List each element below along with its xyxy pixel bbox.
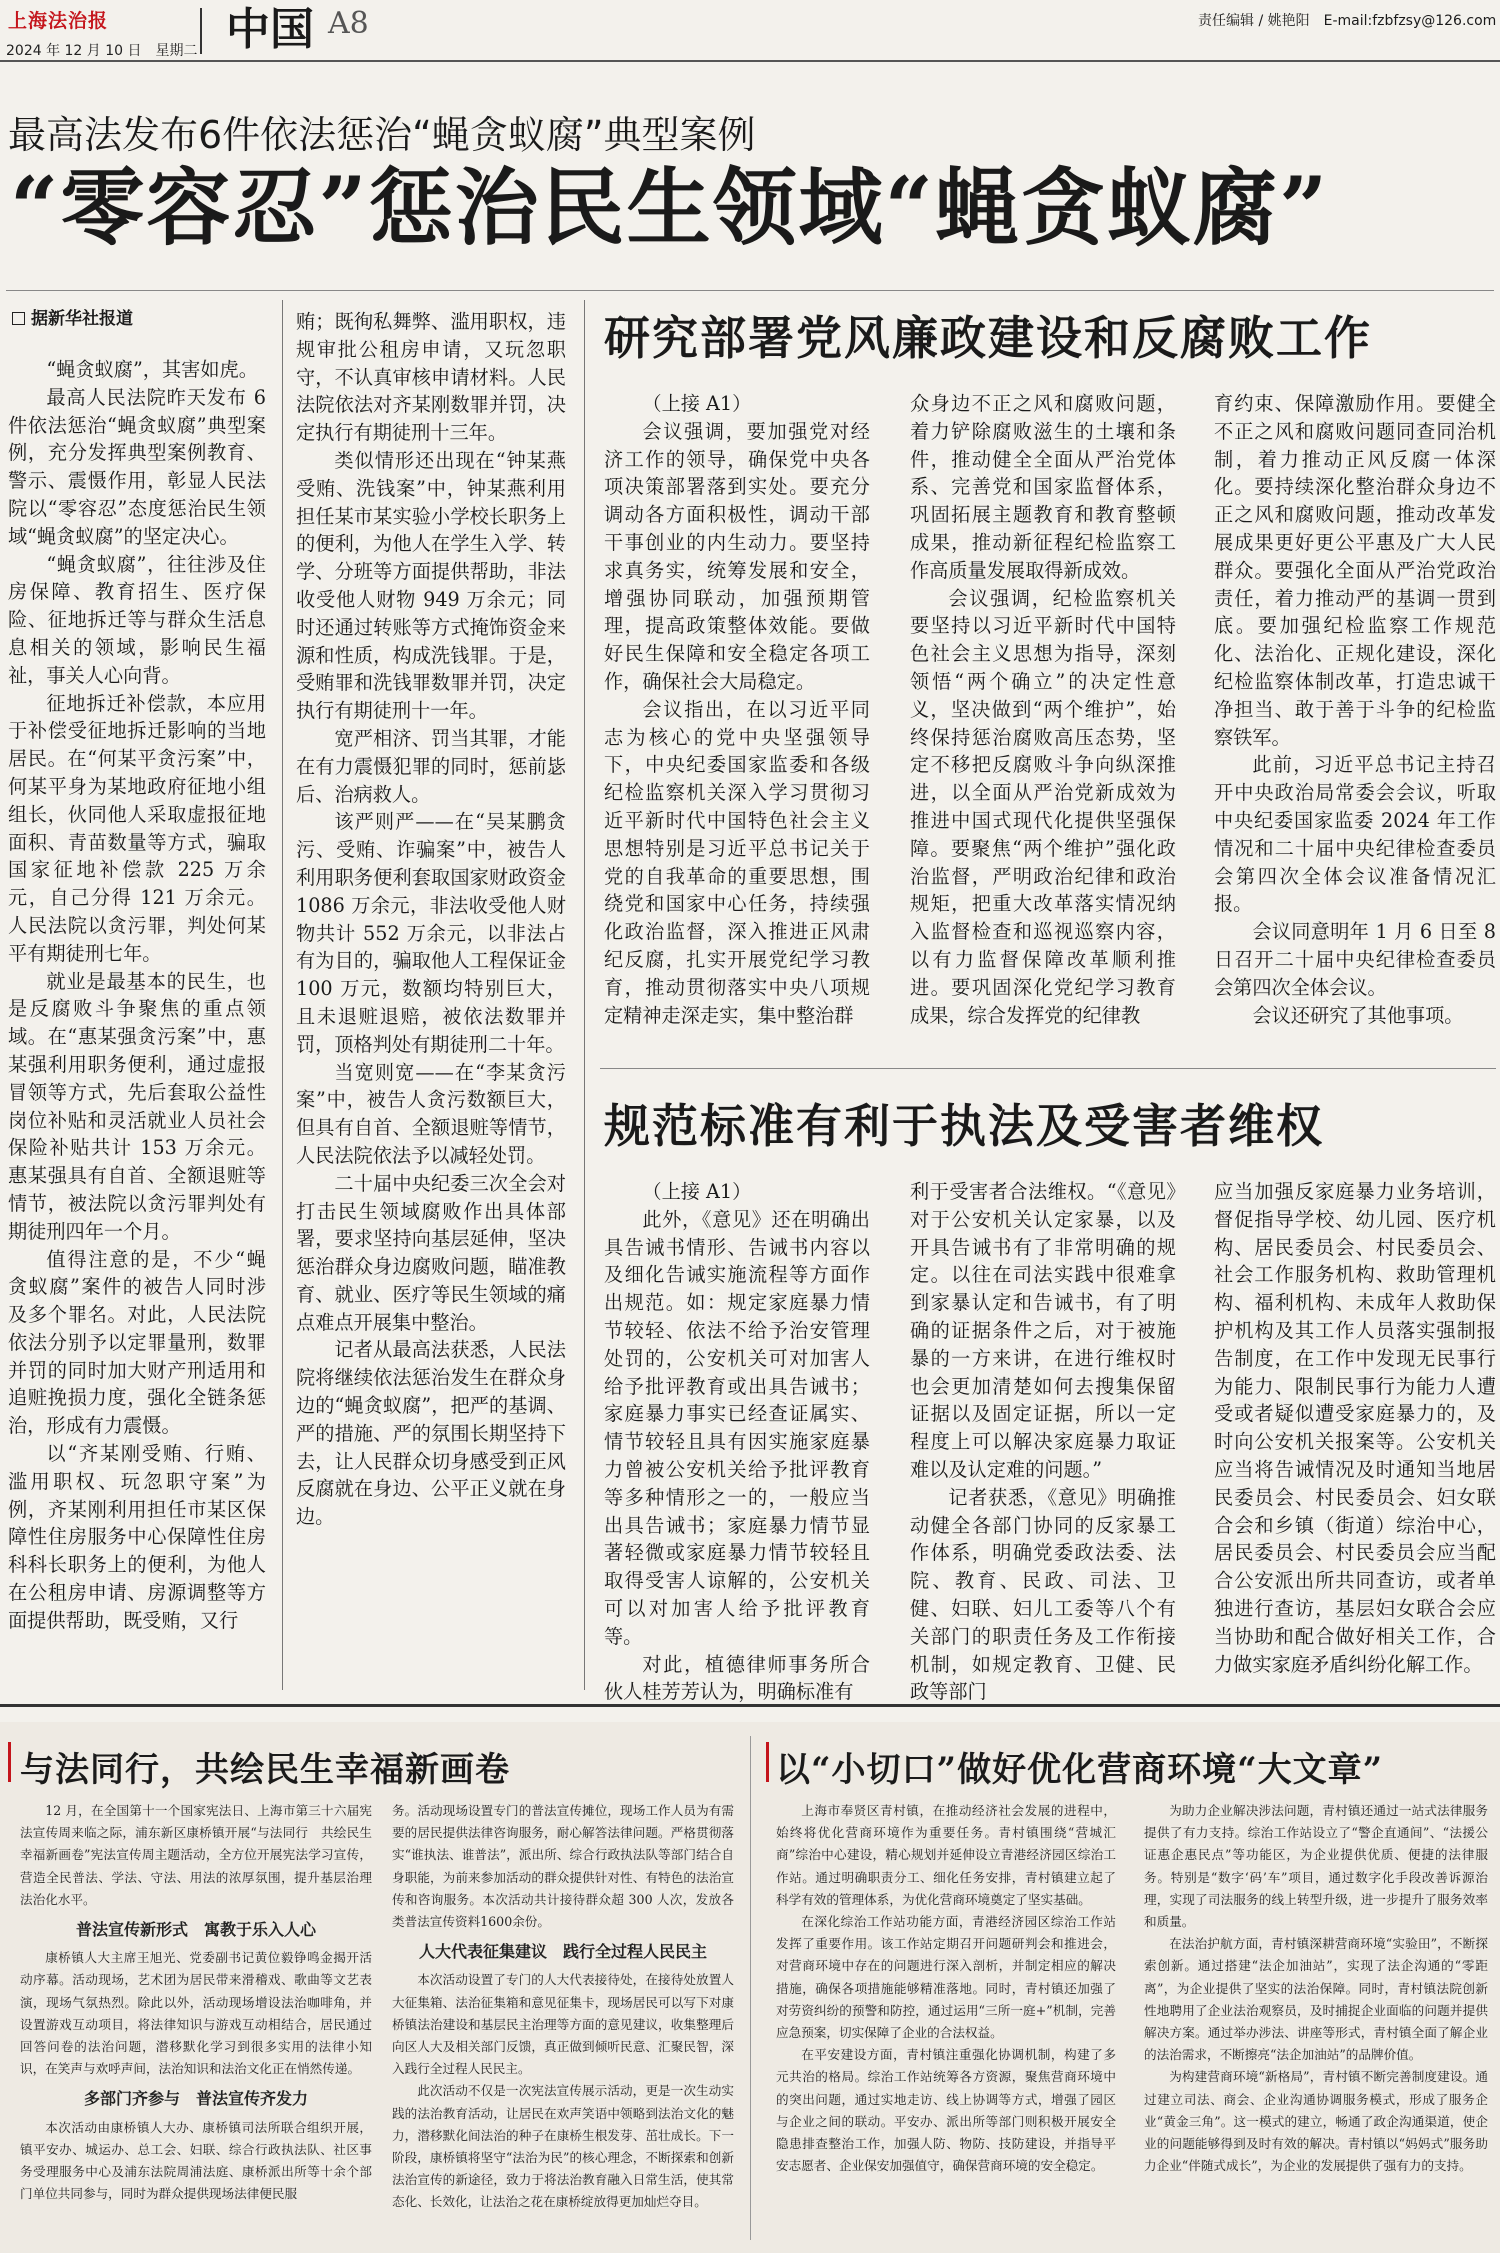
bottom-rule [0, 1704, 1500, 1707]
masthead-divider [200, 8, 202, 54]
byline-text: 据新华社报道 [31, 309, 133, 329]
section-name: 中国 [226, 4, 314, 55]
paragraph: 会议同意明年 1 月 6 日至 8 日召开二十届中央纪律检查委员会第四次全体会议。 [1214, 920, 1496, 999]
article2-title: 研究部署党风廉政建设和反腐败工作 [604, 311, 1372, 365]
article3-column-1 [604, 1178, 870, 1704]
paragraph: 二十届中央纪委三次全会对打击民生领域腐败作出具体部署，要求坚持向基层延伸，坚决惩治群众身边腐败问题，瞄准教育、就业、医疗等民生领域的痛点难点开展集中整治。 [296, 1171, 566, 1334]
main-headline: “零容忍”惩治民生领域“蝇贪蚁腐” [10, 158, 1330, 257]
paragraph: 征地拆迁补偿款，本应用于补偿受征地拆迁影响的当地居民。在“何某平贪污案”中，何某平身为某地政府征地小组组长，伙同他人采取虚报征地面积、青苗数量等方式，骗取国家征地补偿款 225 万余元，自己分得 121 万余元。人民法院以贪污罪，判处何某平有期徒刑七年。 [8, 691, 266, 965]
paragraph: 上海市奉贤区青村镇，在推动经济社会发展的进程中，始终将优化营商环境作为重要任务。青村镇围绕“营城汇商”综治中心建设，精心规划并延伸设立青港经济园区综治工作站。通过明确职责分工、细化任务安排，青村镇建立起了科学有效的管理体系，为优化营商环境奠定了坚实基础。 [776, 1803, 1116, 1907]
paragraph: 在深化综治工作站功能方面，青港经济园区综治工作站发挥了重要作用。该工作站定期召开问题研判会和推进会，对营商环境中存在的问题进行深入剖析，并制定相应的解决措施，确保各项措施能够精准落地。同时，青村镇还加强了对劳资纠纷的预警和防控，通过运用“三所一庭+”机制，完善应急预案，切实保障了企业的合法权益。 [776, 1914, 1116, 2041]
headline-rule [6, 290, 1494, 291]
article1-column-2 [296, 308, 566, 1688]
bottom-right-column-1 [776, 1800, 1116, 2240]
subheading: 人大代表征集建议 践行全过程人民民主 [418, 1942, 707, 1962]
paragraph: 此前，习近平总书记主持召开中央政治局常委会会议，听取中央纪委国家监委 2024 年工作情况和二十届中央纪律检查委员会第四次全体会议准备情况汇报。 [1214, 753, 1496, 916]
bottom-right-title: 以“小切口”做好优化营商环境“大文章” [776, 1750, 1384, 1790]
paragraph: 类似情形还出现在“钟某燕受贿、洗钱案”中，钟某燕利用担任某市某实验小学校长职务上的便利，为他人在学生入学、转学、分班等方面提供帮助，非法收受他人财物 949 万余元；同时还通过转账等方式掩饰资金来源和性质，构成洗钱罪。于是，受贿罪和洗钱罪数罪并罚，决定执行有期徒刑十一年。 [296, 448, 566, 723]
paragraph: 利于受害者合法维权。“《意见》对于公安机关认定家暴，以及开具告诫书有了非常明确的规定。以往在司法实践中很难拿到家暴认定和告诫书，有了明确的证据条件之后，对于被施暴的一方来讲，在进行维权时也会更加清楚如何去搜集保留证据以及固定证据，所以一定程度上可以解决家庭暴力取证难以及认定难的问题。” [910, 1180, 1176, 1481]
title-accent-bar [766, 1742, 769, 1782]
paragraph: 会议指出，在以习近平同志为核心的党中央坚强领导下，中央纪委国家监委和各级纪检监察机关深入学习贯彻习近平新时代中国特色社会主义思想特别是习近平总书记关于党的自我革命的重要思想，围绕党和国家中心任务，持续强化政治监督，深入推进正风肃纪反腐，扎实开展党纪学习教育，推动贯彻落实中央八项规定精神走深走实，集中整治群 [604, 697, 870, 1027]
bottom-left-column-2 [392, 1800, 734, 2240]
paragraph: 此次活动不仅是一次宪法宣传展示活动，更是一次生动实践的法治教育活动，让居民在欢声笑语中领略到法治文化的魅力，潜移默化间法治的种子在康桥生根发芽、茁壮成长。下一阶段，康桥镇将坚守“法治为民”的核心理念，不断探索和创新法治宣传的新途径，致力于将法治教育融入日常生活，使其常态化、长效化，让法治之花在康桥绽放得更加灿烂夺目。 [392, 2083, 734, 2210]
paragraph: 以“齐某刚受贿、行贿、滥用职权、玩忽职守案”为例，齐某刚利用担任市某区保障性住房服务中心保障性住房科科长职务上的便利，为他人在公租房申请、房源调整等方面提供帮助，既受贿，又行 [8, 1442, 266, 1632]
bottom-right-column-2 [1144, 1800, 1488, 2240]
page-number: A8 [328, 6, 369, 41]
paragraph: 宽严相济、罚当其罪，才能在有力震慑犯罪的同时，惩前毖后、治病救人。 [296, 726, 566, 806]
issue-date: 2024 年 12 月 10 日 星期二 [6, 43, 198, 59]
paragraph: 务。活动现场设置专门的普法宣传摊位，现场工作人员为有需要的居民提供法律咨询服务，耐心解答法律问题。严格贯彻落实“谁执法、谁普法”，派出所、综合行政执法队等部门结合自身职能，为前来参加活动的群众提供针对性、有特色的法治宣传和咨询服务。本次活动共计接待群众超 300 人次，发放各类普法宣传资料1600余份。 [392, 1803, 734, 1930]
byline-box-icon [12, 312, 25, 325]
column-divider [584, 300, 585, 1690]
newspaper-logo: 上海法治报 [8, 10, 109, 32]
paragraph: 会议还研究了其他事项。 [1252, 1003, 1464, 1027]
paragraph: 应当加强反家庭暴力业务培训，督促指导学校、幼儿园、医疗机构、居民委员会、村民委员会、社会工作服务机构、救助管理机构、福利机构、未成年人救助保护机构及其工作人员落实强制报告制度，在工作中发现无民事行为能力、限制民事行为能力人遭受或者疑似遭受家庭暴力的，及时向公安机关报案等。公安机关应当将告诫情况及时通知当地居民委员会、村民委员会、妇女联合会和乡镇（街道）综治中心，居民委员会、村民委员会应当配合公安派出所共同查访，或者单独进行查访，基层妇女联合会应当协助和配合做好相关工作，合力做实家庭矛盾纠纷化解工作。 [1214, 1180, 1496, 1676]
article3-column-3 [1214, 1178, 1496, 1688]
paragraph: 育约束、保障激励作用。要健全不正之风和腐败问题同查同治机制，着力推动正风反腐一体深化。要持续深化整治群众身边不正之风和腐败问题，推动改革发展成果更好更公平惠及广大人民群众。要强化全面从严治党政治责任，着力推动严的基调一贯到底。要加强纪检监察工作规范化、法治化、正规化建设，深化纪检监察体制改革，打造忠诚干净担当、敢于善于斗争的纪检监察铁军。 [1214, 392, 1496, 749]
article2-column-1 [604, 390, 870, 1054]
paragraph: 此外，《意见》还在明确出具告诫书情形、告诫书内容以及细化告诫实施流程等方面作出规范。如：规定家庭暴力情节较轻、依法不给予治安管理处罚的，公安机关可对加害人给予批评教育或出具告诫书；家庭暴力事实已经查证属实、情节较轻且具有因实施家庭暴力曾被公安机关给予批评教育等多种情形之一的，一般应当出具告诫书；家庭暴力情节显著轻微或家庭暴力情节较轻且取得受害人谅解的，公安机关可以对加害人给予批评教育等。 [604, 1207, 870, 1648]
title-accent-bar [8, 1742, 11, 1782]
column-divider [282, 300, 283, 1690]
paragraph: 12 月，在全国第十一个国家宪法日、上海市第三十六届宪法宣传周来临之际，浦东新区康桥镇开展“与法同行 共绘民生幸福新画卷”宪法宣传周主题活动，全方位开展宪法学习宣传，营造全民普法、学法、守法、用法的浓厚氛围，提升基层治理法治化水平。 [20, 1803, 372, 1907]
paragraph: “蝇贪蚁腐”，其害如虎。 [46, 358, 258, 381]
editor-credit: 责任编辑 / 姚艳阳 E-mail:fzbfzsy@126.com [1198, 13, 1497, 29]
paragraph: 就业是最基本的民生，也是反腐败斗争聚焦的重点领域。在“惠某强贪污案”中，惠某强利用职务便利，通过虚报冒领等方式，先后套取公益性岗位补贴和灵活就业人员社会保险补贴共计 153 万余元。惠某强具有自首、全额退赃等情节，被法院以贪污罪判处有期徒刑四年一个月。 [8, 969, 266, 1243]
paragraph: 对此，植德律师事务所合伙人桂芳芳认为，明确标准有 [604, 1652, 870, 1704]
paragraph: 记者从最高法获悉，人民法院将继续依法惩治发生在群众身边的“蝇贪蚁腐”，把严的基调、严的措施、严的氛围长期坚持下去，让人民群众切身感受到正风反腐就在身边、公平正义就在身边。 [296, 1338, 566, 1529]
paragraph: 为构建营商环境“新格局”，青村镇不断完善制度建设。通过建立司法、商会、企业沟通协调服务模式，形成了服务企业“黄金三角”。这一模式的建立，畅通了政企沟通渠道，使企业的问题能够得到及时有效的解决。青村镇以“妈妈式”服务助力企业“伴随式成长”，为企业的发展提供了强有力的支持。 [1144, 2069, 1488, 2174]
byline [12, 304, 133, 329]
subheading: 多部门齐参与 普法宣传齐发力 [83, 2089, 308, 2109]
paragraph: 该严则严——在“吴某鹏贪污、受贿、诈骗案”中，被告人利用职务便利套取国家财政资金 1086 万余元，非法收受他人财物共计 552 万余元，以非法占有为目的，骗取他人工程保证金 100 万元，数额均特别巨大，且未退赃退赔，被依法数罪并罚，顶格判处有期徒刑二十年。 [296, 810, 566, 1056]
bottom-left-title: 与法同行，共绘民生幸福新画卷 [20, 1750, 510, 1790]
paragraph: 贿；既徇私舞弊、滥用职权，违规审批公租房申请，又玩忽职守，不认真审核申请材料。人民法院依法对齐某刚数罪并罚，决定执行有期徒刑十三年。 [296, 310, 566, 445]
bottom-divider [750, 1736, 751, 2240]
paragraph: 本次活动由康桥镇人大办、康桥镇司法所联合组织开展，镇平安办、城运办、总工会、妇联、综合行政执法队、社区事务受理服务中心及浦东法院周浦法庭、康桥派出所等十余个部门单位共同参与，同时为群众提供现场法律便民服 [20, 2119, 372, 2202]
article2-column-3 [1214, 390, 1496, 1054]
article1-column-1 [8, 356, 266, 1688]
paragraph: “蝇贪蚁腐”，往往涉及住房保障、教育招生、医疗保险、征地拆迁等与群众生活息息相关的领域，影响民生福祉，事关人心向背。 [8, 552, 266, 687]
paragraph: （上接 A1） [642, 1180, 752, 1203]
paragraph: 值得注意的是，不少“蝇贪蚁腐”案件的被告人同时涉及多个罪名。对此，人民法院依法分别予以定罪量刑，数罪并罚的同时加大财产刑适用和追赃挽损力度，强化全链条惩治，形成有力震慑。 [8, 1247, 266, 1438]
article3-column-2 [910, 1178, 1176, 1704]
paragraph: 最高人民法院昨天发布 6 件依法惩治“蝇贪蚁腐”典型案例，充分发挥典型案例教育、警示、震慑作用，彰显人民法院以“零容忍”态度惩治民生领域“蝇贪蚁腐”的坚定决心。 [8, 385, 266, 548]
subheading: 普法宣传新形式 寓教于乐入人心 [75, 1920, 316, 1940]
paragraph: 会议强调，纪检监察机关要坚持以习近平新时代中国特色社会主义思想为指导，深刻领悟“两个确立”的决定性意义，坚决做到“两个维护”，始终保持惩治腐败高压态势，坚定不移把反腐败斗争向纵深推进，以全面从严治党新成效为推进中国式现代化提供坚强保障。要聚焦“两个维护”强化政治监督，严明政治纪律和政治规矩，把重大改革落实情况纳入监督检查和巡视巡察内容，以有力监督保障改革顺利推进。要巩固深化党纪学习教育成果，综合发挥党的纪律教 [910, 586, 1176, 1027]
paragraph: 在平安建设方面，青村镇注重强化协调机制，构建了多元共治的格局。综治工作站统筹各方资源，聚焦营商环境中的突出问题，通过实地走访、线上协调等方式，增强了园区与企业之间的联动。平安办、派出所等部门则积极开展安全隐患排查整治工作，加强人防、物防、技防建设，并指导平安志愿者、企业保安加强值守，确保营商环境的安全稳定。 [776, 2047, 1116, 2174]
paragraph: 为助力企业解决涉法问题，青村镇还通过一站式法律服务提供了有力支持。综治工作站设立了“警企直通间”、“法援公证惠企惠民点”等功能区，为企业提供优质、便捷的法律服务。特别是“数字‘码’车”项目，通过数字化手段改善诉源治理，实现了司法服务的线上转型升级，进一步提升了服务效率和质量。 [1144, 1803, 1488, 1930]
article2-column-2 [910, 390, 1176, 1054]
paragraph: 会议强调，要加强党对经济工作的领导，确保党中央各项决策部署落到实处。要充分调动各方面积极性，调动干部干事创业的内生动力。要坚持求真务实，统筹发展和安全，增强协同联动，加强预期管理，提高政策整体效能。要做好民生保障和安全稳定各项工作，确保社会大局稳定。 [604, 419, 870, 693]
bottom-left-column-1 [20, 1800, 372, 2240]
article3-title: 规范标准有利于执法及受害者维权 [604, 1099, 1324, 1153]
paragraph: 在法治护航方面，青村镇深耕营商环境“实验田”，不断探索创新。通过搭建“法企加油站”，实现了法企沟通的“零距离”，为企业提供了坚实的法治保障。同时，青村镇法院创新性地聘用了企业法治观察员，及时捕捉企业面临的问题并提供解决方案。通过举办涉法、讲座等形式，青村镇全面了解企业的法治需求，不断擦亮“法企加油站”的品牌价值。 [1144, 1936, 1488, 2063]
paragraph: 本次活动设置了专门的人大代表接待处，在接待处放置人大征集箱、法治征集箱和意见征集卡，现场居民可以写下对康桥镇法治建设和基层民主治理等方面的意见建议，收集整理后向区人大及相关部门反馈，真正做到倾听民意、汇聚民智，深入践行全过程人民民主。 [392, 1972, 734, 2077]
article-rule [600, 1068, 1496, 1069]
masthead-rule [0, 60, 1500, 62]
paragraph: （上接 A1） [642, 392, 752, 415]
paragraph: 众身边不正之风和腐败问题，着力铲除腐败滋生的土壤和条件，推动健全全面从严治党体系、完善党和国家监督体系，巩固拓展主题教育和教育整顿成果，推动新征程纪检监察工作高质量发展取得新成效。 [910, 392, 1176, 582]
paragraph: 康桥镇人大主席王旭光、党委副书记黄位毅铮鸣金揭开活动序幕。活动现场，艺术团为居民带来滑稽戏、歌曲等文艺表演，现场气氛热烈。除此以外，活动现场增设法治咖啡角，并设置游戏互动项目，将法律知识与游戏互动相结合，居民通过回答问卷的法治问题，潜移默化学习到很多实用的法律小知识，在笑声与欢呼声间，法治知识和法治文化正在悄然传递。 [20, 1950, 372, 2077]
headline-kicker: 最高法发布6件依法惩治“蝇贪蚁腐”典型案例 [8, 113, 756, 157]
paragraph: 当宽则宽——在“李某贪污案”中，被告人贪污数额巨大，但具有自首、全额退赃等情节，人民法院依法予以减轻处罚。 [296, 1060, 566, 1167]
paragraph: 记者获悉，《意见》明确推动健全各部门协同的反家暴工作体系，明确党委政法委、法院、教育、民政、司法、卫健、妇联、妇儿工委等八个有关部门的职责任务及工作衔接机制，如规定教育、卫健、民政等部门 [910, 1485, 1176, 1704]
